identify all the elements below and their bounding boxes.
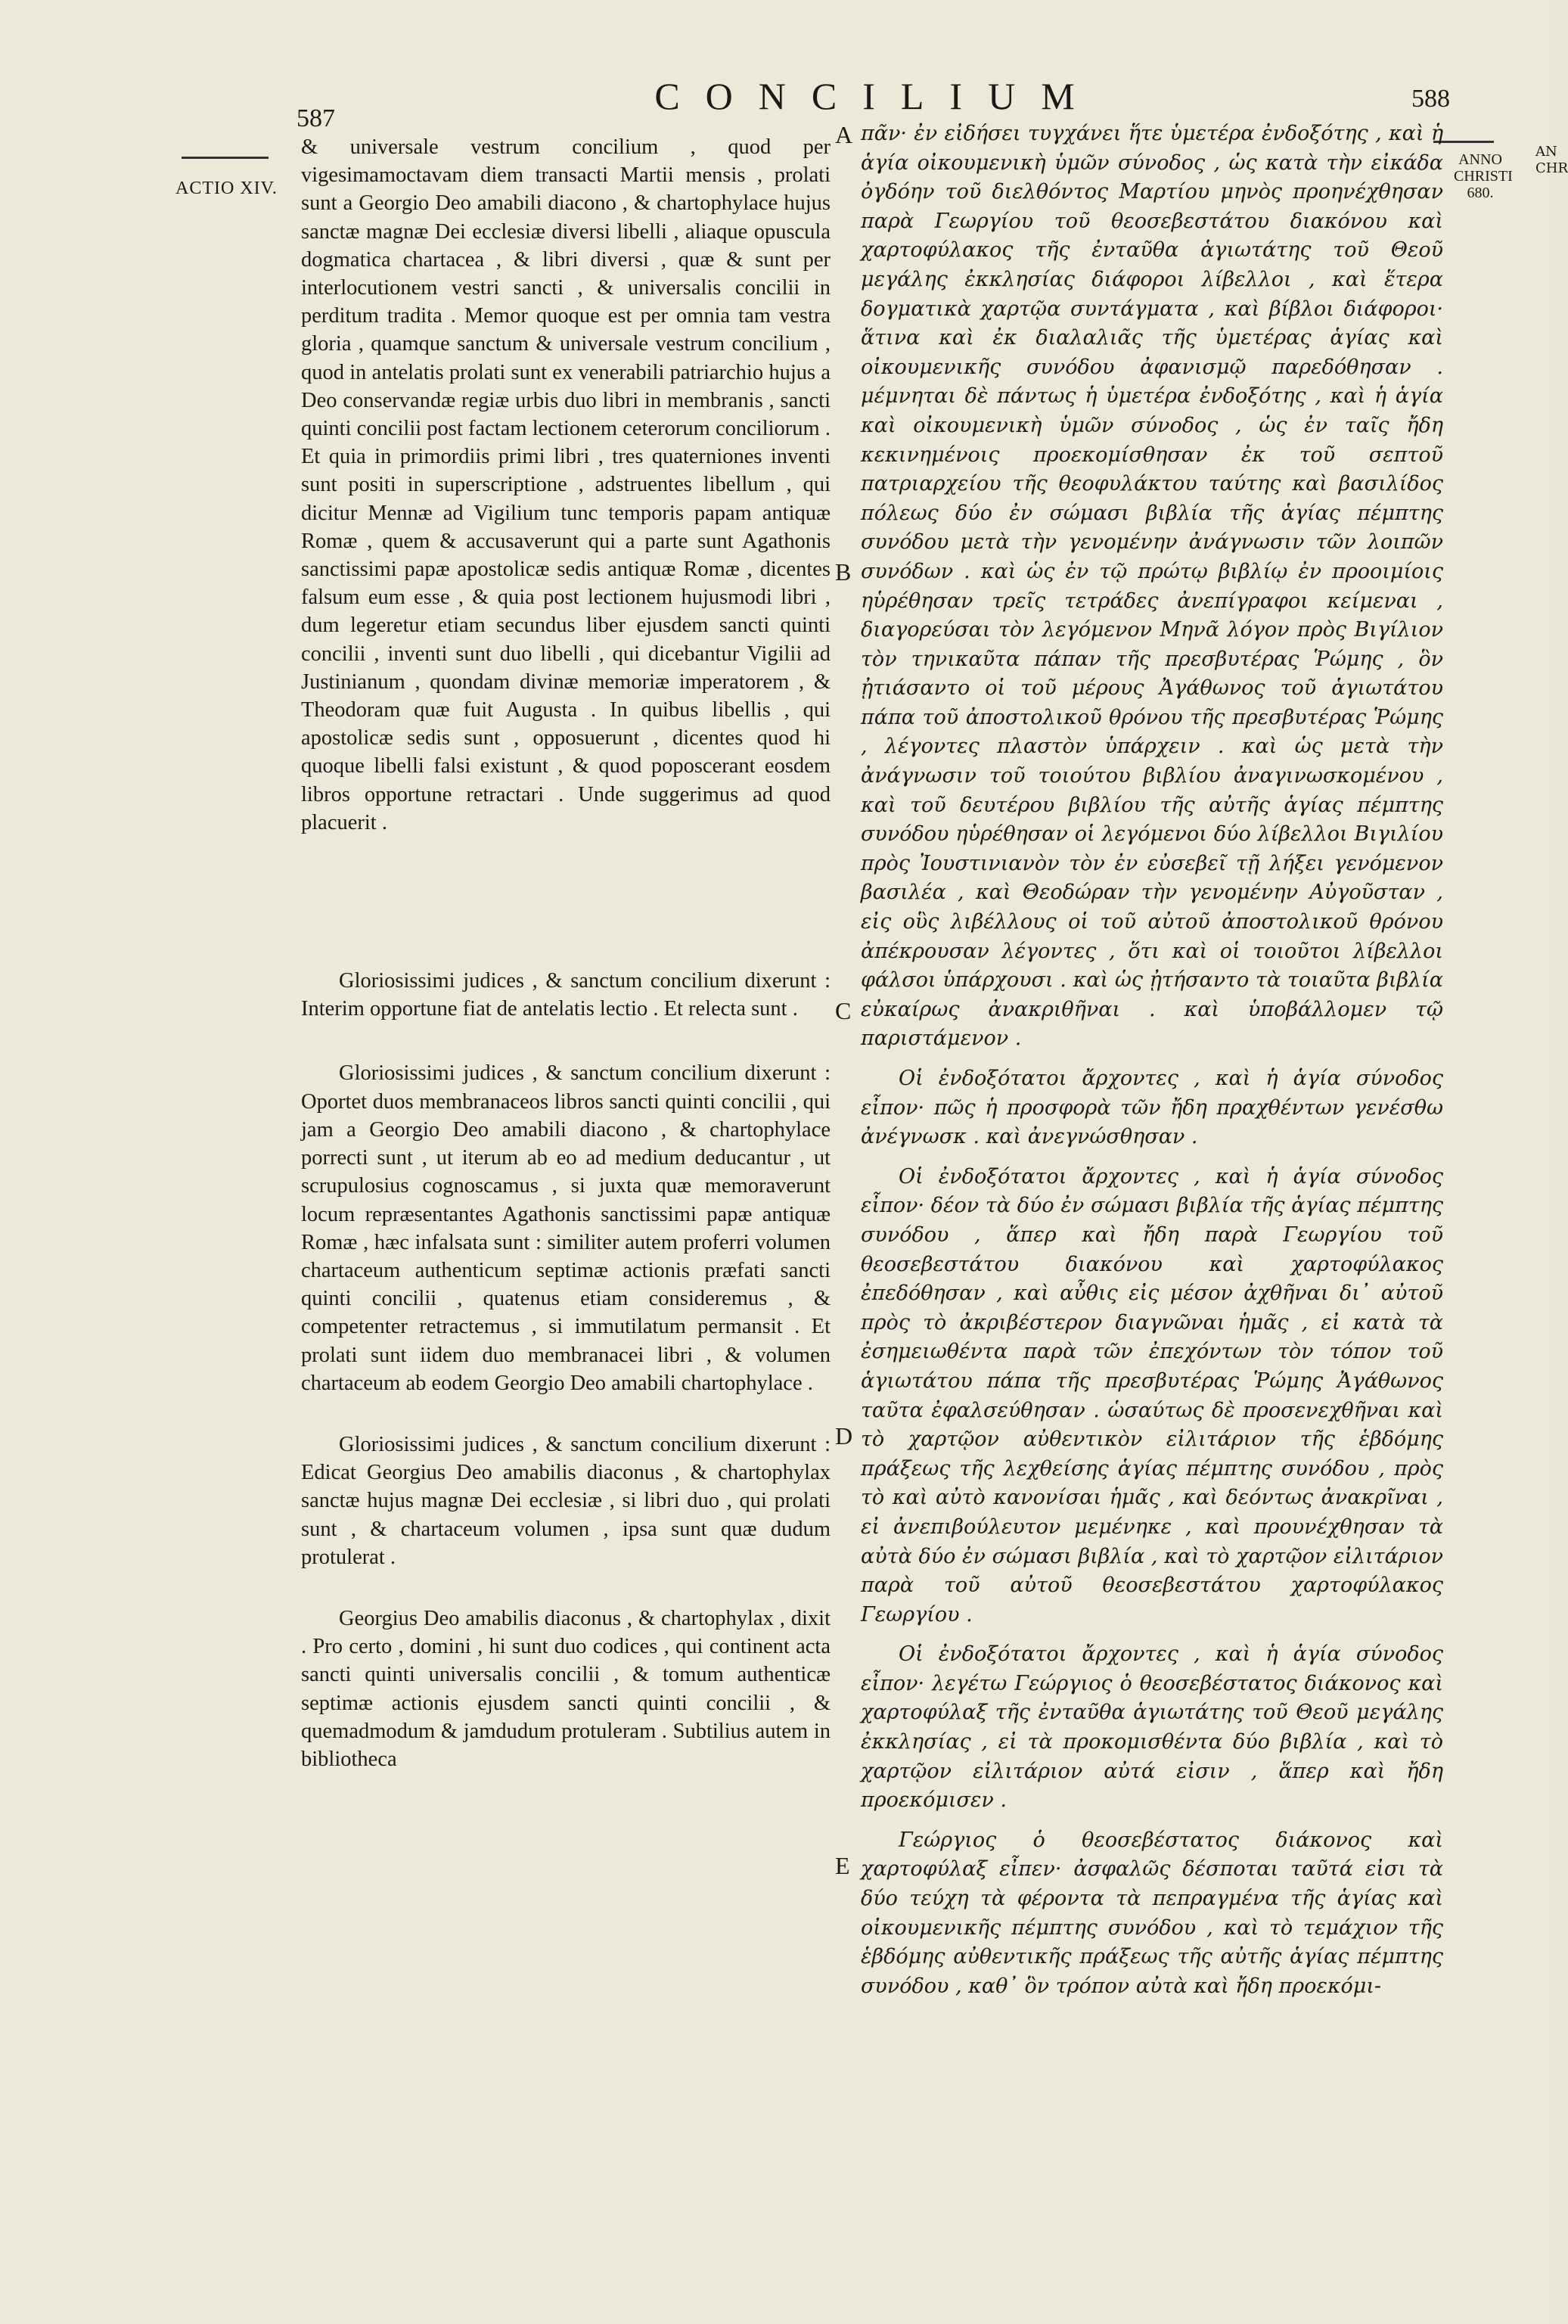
latin-paragraph: Gloriosissimi judices , & sanctum concilium dixerunt : Oportet duos membranaceos libros sancti quinti concilii , qui jam a Georgio Deo amabili diacono , & chartophylace porrecti sunt , ut iterum ab eo ad medium deducantur , ut scrupulosius cognoscamus , si juxta quæ memoraverunt locum repræsentantes Agathonis sanctissimi papæ antiquæ Romæ , hæc infalsata sunt : similiter autem proferri volumen chartaceum authenticum septimæ actionis præfati sancti quinti concilii , quatenus etiam consideremus , & competenter retractemus , si immutilatum permansit . Et prolati sunt iidem duo membranacei libri , & volumen chartaceum ab eodem Georgio Deo amabili chartophylace . — [301, 1061, 831, 1395]
latin-paragraph: & universale vestrum concilium , quod per vigesimamoctavam diem transacti Martii mensis , prolati sunt a Georgio Deo amabili diacono , & chartophylace hujus sanctæ magnæ Dei ecclesiæ diversi libelli , aliaque opuscula dogmatica chartacea , & libri diversi , quæ & sunt per interlocutionem vestri sancti , & universalis concilii in perditum tradita . Memor quoque est per omnia tam vestra gloria , quamque sanctum & universale vestrum concilium , quod in antelatis prolati sunt ex venerabili patriarchio hujus a Deo conservandæ regiæ urbis duo libri in membranis , sancti quinti concilii post factam lectionem ceterorum conciliorum . Et quia in primordiis primi libri , tres quaterniones inventi sunt positi in superscriptione , adstruentes libellum , qui dicitur Mennæ ad Vigilium tunc temporis papam antiquæ Romæ , quem & accusaverunt qui a parte sunt Agathonis sanctissimi papæ apostolicæ sedis antiquæ Romæ , dicentes falsum eum esse , & quia post lectionem hujusmodi libri , dum legeretur etiam secundus liber ejusdem sancti quinti concilii , inventi sunt duo libelli , qui dicebantur Vigilii ad Justinianum , quondam divinæ memoriæ imperatorem , & Theodoram quæ fuit Augusta . In quibus libellis , qui apostolicæ sedis sunt , opposuerunt , dicentes quod hi quoque libelli falsi existunt , & quod poposcerant eosdem libros opportune retractari . Unde suggerimus ad quod placuerit . — [301, 135, 831, 834]
anno-line: CHRISTI — [1454, 168, 1513, 185]
latin-paragraph: Georgius Deo amabilis diaconus , & chartophylax , dixit . Pro certo , domini , hi sunt duo codices , qui continent acta sancti quinti universalis concilii , & tomum authenticæ septimæ actionis ejusdem sancti quinti concilii , & quemadmodum & jamdudum protuleram . Subtilius autem in bibliotheca — [301, 1606, 831, 1771]
latin-column — [301, 133, 831, 1773]
anno-christi-note — [1454, 151, 1513, 201]
greek-paragraph: Οἱ ἐνδοξότατοι ἄρχοντες , καὶ ἡ ἁγία σύνοδος εἶπον· λεγέτω Γεώργιος ὁ θεοσεβέστατος διάκονος καὶ χαρτοφύλαξ τῆς ἐνταῦθα ἁγιωτάτης τοῦ Θεοῦ μεγάλης ἐκκλησίας , εἰ τὰ προκομισθέντα δύο βιβλία , καὶ τὸ χαρτῷον εἰλιτάριον αὐτά εἰσιν , ἅπερ καὶ ἤδη προεκόμισεν . — [861, 1642, 1443, 1813]
latin-paragraph: Gloriosissimi judices , & sanctum concilium dixerunt : Interim opportune fiat de antelatis lectio . Et relecta sunt . — [301, 969, 831, 1021]
section-letter-b: B — [835, 558, 852, 586]
section-letter-d: D — [835, 1422, 853, 1449]
page-number-right: 588 — [1411, 85, 1450, 113]
section-letter-c: C — [835, 997, 852, 1024]
edge-fragment: AN — [1535, 144, 1557, 160]
running-title: CONCILIUM — [654, 75, 1101, 117]
anno-line: ANNO — [1458, 151, 1502, 168]
section-letter-e: E — [835, 1852, 850, 1879]
page-number-left: 587 — [297, 104, 335, 132]
greek-paragraph: πᾶν· ἐν εἰδήσει τυγχάνει ἥτε ὑμετέρα ἐνδοξότης , καὶ ἡ ἁγία οἰκουμενικὴ ὑμῶν σύνοδος , ὡς κατὰ τὴν εἰκάδα ὀγδόην τοῦ διελθόντος Μαρτίου μηνὸς προηνέχθησαν παρὰ Γεωργίου τοῦ θεοσεβεστάτου διακόνου καὶ χαρτοφύλακος τῆς ἐνταῦθα ἁγιωτάτης τοῦ Θεοῦ μεγάλης ἐκκλησίας διάφοροι λίβελλοι , καὶ ἕτερα δογματικὰ χαρτῷα συντάγματα , καὶ βίβλοι διάφοροι· ἅτινα καὶ ἐκ διαλαλιᾶς τῆς ὑμετέρας ἁγίας καὶ οἰκουμενικῆς συνόδου ἀφανισμῷ παρεδόθησαν . μέμνηται δὲ πάντως ἡ ὑμετέρα ἐνδοξότης , καὶ ἡ ἁγία καὶ οἰκουμενικὴ ὑμῶν σύνοδος , ὡς ἐν ταῖς ἤδη κεκινημένοις προεκομίσθησαν ἐκ τοῦ σεπτοῦ πατριαρχείου τῆς θεοφυλάκτου ταύτης καὶ βασιλίδος πόλεως δύο ἐν σώμασι βιβλία τῆς ἁγίας πέμπτης συνόδου μετὰ τὴν γενομένην ἀνάγνωσιν τῶν λοιπῶν συνόδων . καὶ ὡς ἐν τῷ πρώτῳ βιβλίῳ ἐν προοιμίοις ηὑρέθησαν τρεῖς τετράδες ἀνεπίγραφοι κείμεναι , διαγορεύσαι τὸν λεγόμενον Μηνᾶ λόγον πρὸς Βιγίλιον τὸν τηνικαῦτα πάπαν τῆς πρεσβυτέρας Ῥώμης , ὃν ᾐτιάσαντο οἱ τοῦ μέρους Ἀγάθωνος τοῦ ἁγιωτάτου πάπα τοῦ ἀποστολικοῦ θρόνου τῆς πρεσβυτέρας Ῥώμης , λέγοντες πλαστὸν ὑπάρχειν . καὶ ὡς μετὰ τὴν ἀνάγνωσιν τοῦ τοιούτου βιβλίου ἀναγινωσκομένου , καὶ τοῦ δευτέρου βιβλίου τῆς αὐτῆς ἁγίας πέμπτης συνόδου ηὑρέθησαν οἱ λεγόμενοι δύο λίβελλοι Βιγιλίου πρὸς Ἰουστινιανὸν τὸν ἐν εὐσεβεῖ τῇ λήξει γενόμενον βασιλέα , καὶ Θεοδώραν τὴν γενομένην Αὐγοῦσταν , εἰς οὓς λιβέλλους οἱ τοῦ αὐτοῦ ἀποστολικοῦ θρόνου ἀπέκρουσαν λέγοντες , ὅτι καὶ οἱ τοιοῦτοι λίβελλοι φάλσοι ὑπάρχουσι . καὶ ὡς ᾐτήσαντο τὰ τοιαῦτα βιβλία εὐκαίρως ἀνακριθῆναι . καὶ ὑποβάλλομεν τῷ παριστάμενον . — [861, 122, 1443, 1051]
margin-rule-left — [182, 157, 269, 159]
greek-paragraph: Οἱ ἐνδοξότατοι ἄρχοντες , καὶ ἡ ἁγία σύνοδος εἶπον· δέον τὰ δύο ἐν σώμασι βιβλία τῆς ἁγίας πέμπτης συνόδου , ἅπερ καὶ ἤδη παρὰ Γεωργίου τοῦ θεοσεβεστάτου διακόνου καὶ χαρτοφύλακος ἐπεδόθησαν , καὶ αὖθις εἰς μέσον ἀχθῆναι δι᾿ αὐτοῦ πρὸς τὸ ἀκριβέστερον διαγνῶναι ἡμᾶς , εἰ κατὰ τὰ ἐσημειωθέντα παρὰ τῶν ἐπεχόντων τὸν τόπον τοῦ ἁγιωτάτου πάπα τῆς πρεσβυτέρας Ῥώμης Ἀγάθωνος ταῦτα ἐφαλσεύθησαν . ὡσαύτως δὲ προσενεχθῆναι καὶ τὸ χαρτῷον αὐθεντικὸν εἰλιτάριον τῆς ἑβδόμης πράξεως τῆς λεχθείσης ἁγίας πέμπτης συνόδου , πρὸς τὸ καὶ αὐτὸ κανονίσαι ἡμᾶς , καὶ δεόντως ἀνακρῖναι , εἰ ἀνεπιβούλευτον μεμένηκε , καὶ προυνέχθησαν τὰ αὐτὰ δύο ἐν σώμασι βιβλία , καὶ τὸ χαρτῷον εἰλιτάριον παρὰ τοῦ αὐτοῦ θεοσεβεστάτου χαρτοφύλακος Γεωργίου . — [861, 1164, 1443, 1626]
greek-column — [861, 120, 1443, 2001]
action-label: ACTIO XIV. — [175, 179, 278, 198]
section-letter-a: A — [835, 121, 853, 148]
facing-page-edge — [1535, 144, 1568, 177]
latin-paragraph: Gloriosissimi judices , & sanctum concilium dixerunt : Edicat Georgius Deo amabilis diaconus , & chartophylax sanctæ hujus magnæ Dei ecclesiæ , si libri duo , qui prolati sunt , & chartaceum volumen , ipsa sunt quæ dudum protulerat . — [301, 1432, 831, 1569]
edge-fragment: CHR — [1535, 160, 1568, 176]
greek-paragraph: Οἱ ἐνδοξότατοι ἄρχοντες , καὶ ἡ ἁγία σύνοδος εἶπον· πῶς ἡ προσφορὰ τῶν ἤδη πραχθέντων γενέσθω ἀνέγνωσκ . καὶ ἀνεγνώσθησαν . — [861, 1067, 1443, 1149]
anno-year: 680. — [1467, 185, 1494, 201]
greek-paragraph: Γεώργιος ὁ θεοσεβέστατος διάκονος καὶ χαρτοφύλαξ εἶπεν· ἀσφαλῶς δέσποται ταῦτά εἰσι τὰ δύο τεύχη τὰ φέροντα τὰ πεπραγμένα τῆς ἁγίας καὶ οἰκουμενικῆς πέμπτης συνόδου , καὶ τὸ τεμάχιον τῆς ἑβδόμης αὐθεντικῆς πράξεως τῆς αὐτῆς ἁγίας πέμπτης συνόδου , καθ᾿ ὃν τρόπον αὐτὰ καὶ ἤδη προεκόμι- — [861, 1828, 1443, 1998]
